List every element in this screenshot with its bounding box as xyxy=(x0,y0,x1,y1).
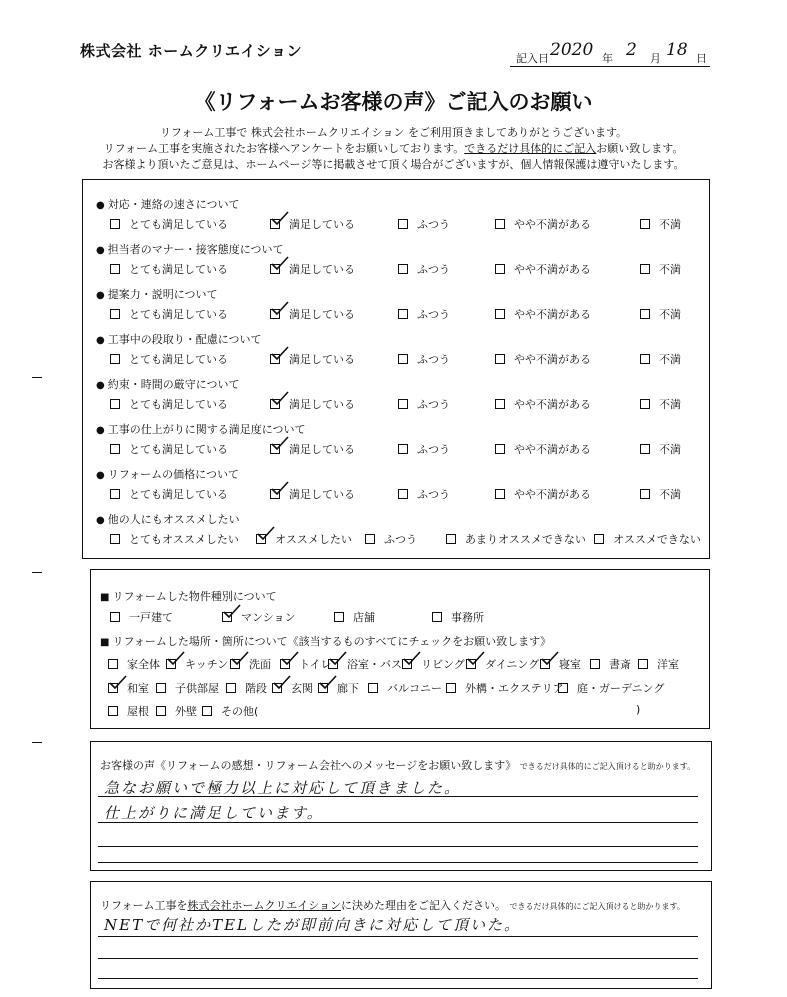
option-label: 外壁 xyxy=(175,705,197,718)
option-label: 浴室・バス xyxy=(347,658,402,671)
date-day-unit: 日 xyxy=(696,52,707,65)
bullet-icon: ● xyxy=(96,380,105,391)
option-checkbox[interactable] xyxy=(446,531,586,547)
option-checkbox[interactable] xyxy=(110,441,228,457)
option-checkbox[interactable] xyxy=(368,680,442,696)
checkbox-icon[interactable] xyxy=(108,706,118,716)
checkmark-icon xyxy=(271,300,289,314)
date-day: 18 xyxy=(666,40,688,60)
checkbox-icon[interactable] xyxy=(108,659,118,669)
reason-question xyxy=(100,897,685,913)
intro-line-3: お客様より頂いたご意見は、ホームページ等に掲載させて頂く場合がございますが、個人情報保護は遵守いたします。 xyxy=(102,158,685,171)
option-label: 不満 xyxy=(659,398,681,411)
question-label: 約束・時間の厳守について xyxy=(107,378,240,391)
option-label: とても満足している xyxy=(129,263,228,276)
bullet-icon: ● xyxy=(96,425,105,436)
option-label: とても満足している xyxy=(129,398,228,411)
checkbox-icon[interactable] xyxy=(398,354,408,364)
bullet-icon: ● xyxy=(96,470,105,481)
margin-mark xyxy=(32,377,42,378)
option-label: あまりオススメできない xyxy=(465,533,586,546)
option-label: 書斎 xyxy=(609,658,631,671)
checkmark-icon xyxy=(271,480,289,494)
option-checkbox[interactable] xyxy=(398,486,450,502)
option-checkbox[interactable] xyxy=(108,703,149,719)
survey-question xyxy=(96,286,218,302)
option-label: やや不満がある xyxy=(514,398,591,411)
survey-box xyxy=(82,179,710,559)
option-checkbox[interactable] xyxy=(446,680,564,696)
checkmark-icon xyxy=(223,603,241,617)
date-year-unit: 年 xyxy=(602,52,613,65)
option-label: 満足している xyxy=(289,218,355,231)
checkbox-icon[interactable] xyxy=(110,309,120,319)
option-label: ふつう xyxy=(417,353,450,366)
checkbox-icon[interactable] xyxy=(202,706,212,716)
option-label: とてもオススメしたい xyxy=(129,533,239,546)
option-checkbox[interactable] xyxy=(495,261,591,277)
property-type-label: リフォームした物件種別について xyxy=(112,590,277,603)
option-label: オススメできない xyxy=(613,533,701,546)
reason-hint: できるだけ具体的にご記入頂けると助かります。 xyxy=(509,902,685,911)
option-label: オススメしたい xyxy=(275,533,352,546)
option-checkbox[interactable] xyxy=(110,609,173,625)
option-checkbox[interactable] xyxy=(398,261,450,277)
checkbox-icon[interactable] xyxy=(110,264,120,274)
bullet-icon: ● xyxy=(96,200,105,211)
margin-mark xyxy=(32,572,42,573)
property-place-question xyxy=(100,633,551,649)
option-label: 階段 xyxy=(245,682,267,695)
option-checkbox[interactable] xyxy=(334,609,375,625)
checkbox-icon[interactable] xyxy=(558,683,568,693)
checkbox-icon[interactable] xyxy=(446,683,456,693)
checkmark-icon xyxy=(273,674,291,688)
checkmark-icon xyxy=(329,650,347,664)
checkmark-icon xyxy=(541,650,559,664)
question-label: リフォームの価格について xyxy=(107,468,239,481)
option-label: 不満 xyxy=(659,218,681,231)
option-label: 屋根 xyxy=(127,705,149,718)
write-line xyxy=(98,936,698,937)
checkbox-icon[interactable] xyxy=(640,264,650,274)
option-label: ふつう xyxy=(417,398,450,411)
intro-line-2c: お願い致します。 xyxy=(596,142,684,155)
bullet-icon: ● xyxy=(96,515,105,526)
intro-line-2 xyxy=(0,140,787,156)
option-checkbox[interactable] xyxy=(365,531,417,547)
option-label: 満足している xyxy=(289,263,355,276)
checkbox-icon[interactable] xyxy=(495,309,505,319)
checkmark-icon xyxy=(319,674,337,688)
checkbox-icon[interactable] xyxy=(640,399,650,409)
checkbox-icon[interactable] xyxy=(640,354,650,364)
reason-company: 株式会社ホームクリエイション xyxy=(187,899,342,912)
option-checkbox[interactable] xyxy=(110,261,228,277)
intro-emphasis: できるだけ具体的にご記入 xyxy=(464,142,597,155)
option-label: 店舗 xyxy=(353,611,375,624)
intro-line-1: リフォーム工事で 株式会社ホームクリエイション をご利用頂きましてありがとうございます。 xyxy=(159,126,628,139)
option-checkbox[interactable] xyxy=(638,656,679,672)
option-label: ふつう xyxy=(384,533,417,546)
option-label: 満足している xyxy=(289,488,355,501)
checkbox-icon[interactable] xyxy=(398,309,408,319)
survey-question xyxy=(96,511,240,527)
bullet-icon: ● xyxy=(96,290,105,301)
checkbox-icon[interactable] xyxy=(495,489,505,499)
option-label: やや不満がある xyxy=(514,263,591,276)
option-label: やや不満がある xyxy=(514,443,591,456)
property-place-label: リフォームした場所・箇所について《該当するものすべてにチェックをお願い致します》 xyxy=(112,635,552,648)
survey-question xyxy=(96,331,262,347)
option-label: キッチン xyxy=(185,658,229,671)
option-label: 寝室 xyxy=(559,658,581,671)
voice-label: お客様の声《リフォームの感想・リフォーム会社へのメッセージをお願い致します》 xyxy=(100,759,517,772)
write-line xyxy=(98,978,698,979)
checkbox-icon[interactable] xyxy=(590,659,600,669)
option-label: 外構・エクステリア xyxy=(465,682,564,695)
option-checkbox[interactable] xyxy=(110,351,228,367)
option-checkbox[interactable] xyxy=(640,306,681,322)
question-label: 工事の仕上がりに関する満足度について xyxy=(107,423,306,436)
option-label: 家全体 xyxy=(127,658,160,671)
option-checkbox[interactable] xyxy=(558,680,664,696)
property-type-question xyxy=(100,588,277,604)
checkbox-icon[interactable] xyxy=(110,612,120,622)
bullet-icon: ● xyxy=(96,335,105,346)
option-checkbox[interactable] xyxy=(495,351,591,367)
option-label: とても満足している xyxy=(129,308,228,321)
option-label: 不満 xyxy=(659,488,681,501)
checkbox-icon[interactable] xyxy=(110,444,120,454)
option-checkbox[interactable] xyxy=(495,396,591,412)
question-label: 対応・連絡の速さについて xyxy=(107,198,240,211)
option-label: バルコニー xyxy=(387,682,442,695)
option-checkbox[interactable] xyxy=(640,486,681,502)
option-label: ダイニング xyxy=(485,658,540,671)
checkmark-icon xyxy=(271,255,289,269)
date-month-unit: 月 xyxy=(650,52,661,65)
checkbox-icon[interactable] xyxy=(495,399,505,409)
option-checkbox[interactable] xyxy=(156,703,197,719)
option-label: やや不満がある xyxy=(514,488,591,501)
survey-question xyxy=(96,196,240,212)
voice-answer-line-2[interactable]: 仕上がりに満足しています。 xyxy=(104,804,324,822)
option-checkbox[interactable] xyxy=(640,441,681,457)
checkbox-icon[interactable] xyxy=(156,706,166,716)
option-label: 庭・ガーデニング xyxy=(577,682,665,695)
option-label: 不満 xyxy=(659,263,681,276)
checkmark-icon xyxy=(271,210,289,224)
reason-label-c: に決めた理由をご記入ください。 xyxy=(341,899,507,912)
option-checkbox[interactable] xyxy=(495,441,591,457)
option-label: 子供部屋 xyxy=(175,682,219,695)
option-label: 玄関 xyxy=(291,682,313,695)
checkbox-icon[interactable] xyxy=(226,683,236,693)
checkbox-icon[interactable] xyxy=(398,264,408,274)
option-checkbox[interactable] xyxy=(110,396,228,412)
question-label: 担当者のマナー・接客態度について xyxy=(107,243,284,256)
option-checkbox[interactable] xyxy=(640,261,681,277)
option-label: ふつう xyxy=(417,443,450,456)
checkbox-icon[interactable] xyxy=(495,264,505,274)
option-checkbox[interactable] xyxy=(590,656,631,672)
option-checkbox[interactable] xyxy=(398,216,450,232)
option-label: 満足している xyxy=(289,398,355,411)
checkbox-icon[interactable] xyxy=(398,489,408,499)
checkmark-icon xyxy=(271,435,289,449)
option-checkbox[interactable] xyxy=(110,531,239,547)
option-label: リビング xyxy=(421,658,465,671)
checkbox-icon[interactable] xyxy=(398,219,408,229)
intro-line-2a: リフォーム工事を実施されたお客様へアンケートをお願いしております。 xyxy=(103,142,465,155)
option-label: トイレ xyxy=(299,658,332,671)
option-checkbox[interactable] xyxy=(398,306,450,322)
voice-answer-line-1[interactable]: 急なお願いで極力以上に対応して頂きました。 xyxy=(104,779,462,797)
checkbox-icon[interactable] xyxy=(432,612,442,622)
option-label: とても満足している xyxy=(129,443,228,456)
question-label: 提案力・説明について xyxy=(107,288,218,301)
option-checkbox[interactable] xyxy=(110,306,228,322)
option-checkbox[interactable] xyxy=(110,486,228,502)
option-label: ふつう xyxy=(417,218,450,231)
write-line xyxy=(98,958,698,959)
checkbox-icon[interactable] xyxy=(640,489,650,499)
option-label: 不満 xyxy=(659,443,681,456)
option-label: 満足している xyxy=(289,443,355,456)
option-label: 洗面 xyxy=(249,658,271,671)
survey-question xyxy=(96,466,239,482)
option-label: ふつう xyxy=(417,308,450,321)
checkbox-icon[interactable] xyxy=(110,534,120,544)
other-close-paren: ) xyxy=(636,703,641,716)
checkbox-icon[interactable] xyxy=(110,219,120,229)
option-label: 洋室 xyxy=(657,658,679,671)
checkmark-icon xyxy=(403,650,421,664)
checkmark-icon xyxy=(467,650,485,664)
option-label: 満足している xyxy=(289,308,355,321)
survey-question xyxy=(96,376,240,392)
option-checkbox[interactable] xyxy=(495,486,591,502)
option-checkbox[interactable] xyxy=(110,216,228,232)
option-label: マンション xyxy=(241,611,296,624)
voice-question xyxy=(100,757,695,773)
checkbox-icon[interactable] xyxy=(594,534,604,544)
checkbox-icon[interactable] xyxy=(640,309,650,319)
checkbox-icon[interactable] xyxy=(110,489,120,499)
checkbox-icon[interactable] xyxy=(156,683,166,693)
question-label: 他の人にもオススメしたい xyxy=(107,513,240,526)
checkbox-icon[interactable] xyxy=(398,399,408,409)
checkbox-icon[interactable] xyxy=(495,444,505,454)
option-label: 事務所 xyxy=(451,611,484,624)
date-label: 記入日 xyxy=(516,52,549,65)
option-checkbox[interactable] xyxy=(226,680,267,696)
company-name: 株式会社 ホームクリエイション xyxy=(80,42,303,60)
checkbox-icon[interactable] xyxy=(495,354,505,364)
entry-date xyxy=(510,40,710,67)
option-label: とても満足している xyxy=(129,488,228,501)
option-label: やや不満がある xyxy=(514,308,591,321)
option-checkbox[interactable] xyxy=(398,351,450,367)
option-checkbox[interactable] xyxy=(640,216,681,232)
option-checkbox[interactable] xyxy=(202,703,258,719)
checkbox-icon[interactable] xyxy=(640,219,650,229)
square-bullet-icon: ■ xyxy=(100,592,110,603)
bullet-icon: ● xyxy=(96,245,105,256)
voice-hint: できるだけ具体的にご記入頂けると助かります。 xyxy=(519,762,696,771)
margin-mark xyxy=(32,742,42,743)
square-bullet-icon: ■ xyxy=(100,637,110,648)
checkmark-icon xyxy=(109,674,127,688)
checkmark-icon xyxy=(167,650,185,664)
option-checkbox[interactable] xyxy=(398,396,450,412)
checkbox-icon[interactable] xyxy=(638,659,648,669)
write-line xyxy=(98,846,698,847)
checkbox-icon[interactable] xyxy=(110,399,120,409)
checkbox-icon[interactable] xyxy=(398,444,408,454)
option-label: 一戸建て xyxy=(129,611,173,624)
option-label: 和室 xyxy=(127,682,149,695)
option-label: その他( xyxy=(221,705,259,718)
option-label: とても満足している xyxy=(129,218,228,231)
option-label: ふつう xyxy=(417,488,450,501)
checkbox-icon[interactable] xyxy=(368,683,378,693)
checkbox-icon[interactable] xyxy=(446,534,456,544)
date-year: 2020 xyxy=(550,40,594,60)
write-line xyxy=(98,862,698,863)
date-month: 2 xyxy=(626,40,637,60)
option-checkbox[interactable] xyxy=(156,680,219,696)
checkbox-icon[interactable] xyxy=(640,444,650,454)
reason-label-a: リフォーム工事を xyxy=(100,899,188,912)
checkbox-icon[interactable] xyxy=(110,354,120,364)
survey-question xyxy=(96,241,284,257)
checkmark-icon xyxy=(257,525,275,539)
option-checkbox[interactable] xyxy=(495,216,591,232)
option-checkbox[interactable] xyxy=(495,306,591,322)
checkmark-icon xyxy=(281,650,299,664)
option-checkbox[interactable] xyxy=(432,609,484,625)
option-checkbox[interactable] xyxy=(640,351,681,367)
checkmark-icon xyxy=(271,390,289,404)
option-label: ふつう xyxy=(417,263,450,276)
option-label: やや不満がある xyxy=(514,353,591,366)
option-label: 満足している xyxy=(289,353,355,366)
checkmark-icon xyxy=(231,650,249,664)
option-label: 不満 xyxy=(659,308,681,321)
page-title: 《リフォームお客様の声》ご記入のお願い xyxy=(194,90,593,114)
question-label: 工事中の段取り・配慮について xyxy=(107,333,262,346)
option-checkbox[interactable] xyxy=(640,396,681,412)
checkmark-icon xyxy=(271,345,289,359)
checkbox-icon[interactable] xyxy=(334,612,344,622)
option-checkbox[interactable] xyxy=(594,531,701,547)
option-checkbox[interactable] xyxy=(108,656,160,672)
checkbox-icon[interactable] xyxy=(365,534,375,544)
reason-answer-line-1[interactable]: NETで何社かTELしたが即前向きに対応して頂いた。 xyxy=(104,916,521,934)
option-label: やや不満がある xyxy=(514,218,591,231)
option-checkbox[interactable] xyxy=(398,441,450,457)
option-label: 廊下 xyxy=(337,682,359,695)
checkbox-icon[interactable] xyxy=(495,219,505,229)
option-label: とても満足している xyxy=(129,353,228,366)
option-label: 不満 xyxy=(659,353,681,366)
